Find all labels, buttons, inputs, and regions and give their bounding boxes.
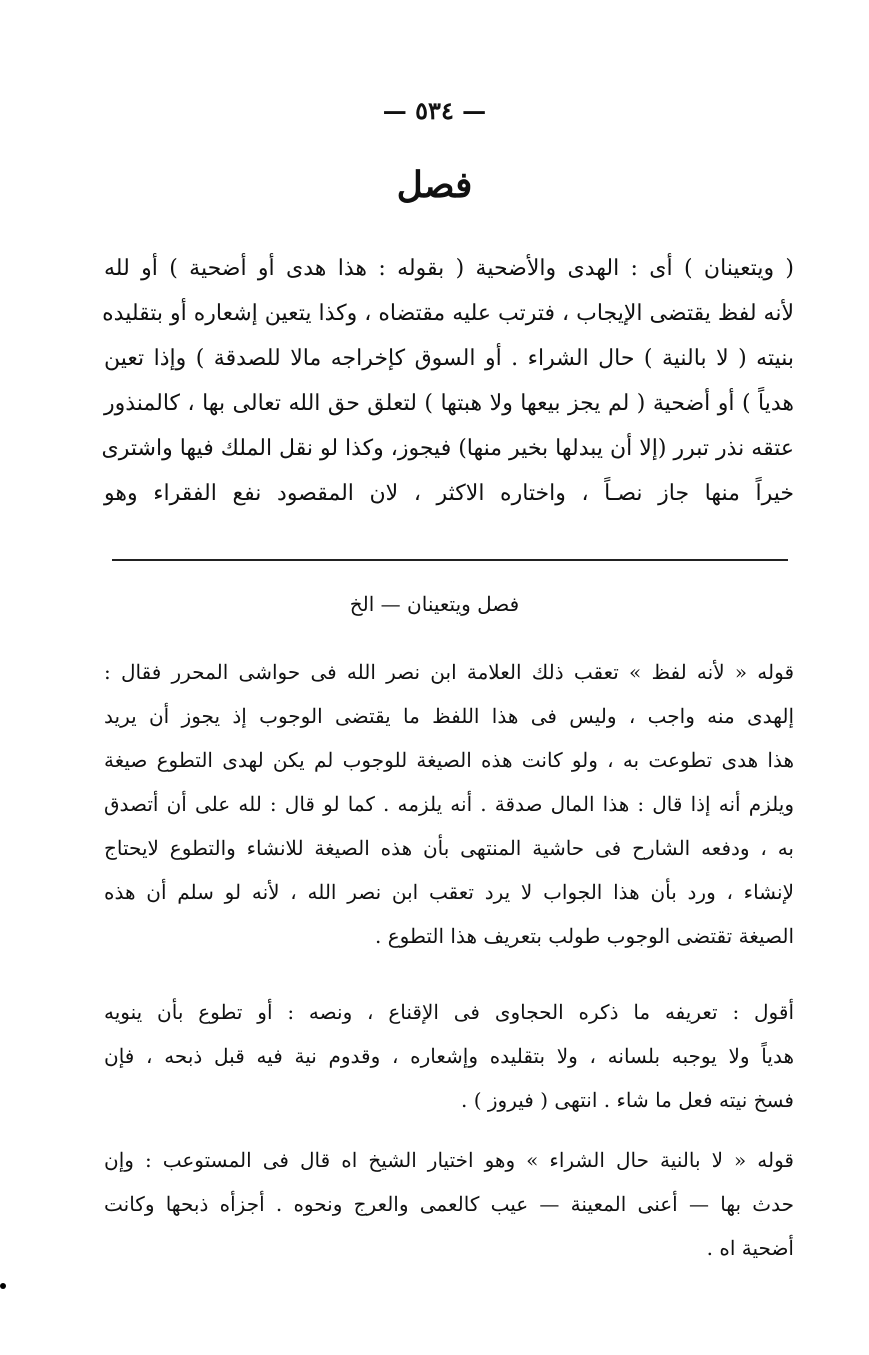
footnote-line: حدث بها — أعنى المعينة — عيب كالعمى والعرج ونحوه . أجزأه ذبحها وكانت	[104, 1192, 794, 1216]
footnote-line: لإنشاء ، ورد بأن هذا الجواب لا يرد تعقب ابن نصر الله ، لأنه لو سلم أن هذه	[104, 880, 794, 904]
footnote-line: الصيغة تقتضى الوجوب طولب بتعريف هذا التطوع .	[375, 924, 794, 948]
footnote-line: قوله « لا بالنية حال الشراء » وهو اختيار الشيخ اه قال فى المستوعب : وإن	[104, 1148, 794, 1172]
footnote-paragraph	[104, 990, 794, 1122]
footnote-line: هذا هدى تطوعت به ، ولو كانت هذه الصيغة للوجوب لم يكن لهدى التطوع صيغة	[104, 748, 794, 772]
footnote-line: به ، ودفعه الشارح فى حاشية المنتهى بأن هذه الصيغة للانشاء والتطوع لايحتاج	[104, 836, 794, 860]
footnote-paragraph	[104, 650, 794, 958]
main-text-line: بنيته ( لا بالنية ) حال الشراء . أو السوق كإخراجه مالا للصدقة ) وإذا تعين	[104, 346, 794, 371]
main-text-line: عتقه نذر تبرر (إلا أن يبدلها بخير منها) فيجوز، وكذا لو نقل الملك فيها واشترى	[101, 436, 794, 461]
footnote-line: قوله « لأنه لفظ » تعقب ذلك العلامة ابن نصر الله فى حواشى المحرر فقال :	[104, 660, 794, 684]
footnote-line: أضحية اه .	[706, 1236, 794, 1260]
margin-mark	[0, 1283, 6, 1289]
footnote-line: فسخ نيته فعل ما شاء . انتهى ( فيروز ) .	[461, 1088, 794, 1112]
main-text-line: لأنه لفظ يقتضى الإيجاب ، فترتب عليه مقتضاه ، وكذا يتعين إشعاره أو بتقليده	[102, 301, 794, 326]
main-text-line: خيراً منها جاز نصـاً ، واختاره الاكثر ، لان المقصود نفع الفقراء وهو	[104, 481, 794, 506]
footnote-line: إلهدى منه واجب ، وليس فى هذا اللفظ ما يقتضى الوجوب إذ يجوز أن يريد	[104, 704, 794, 728]
main-text-block	[101, 246, 794, 516]
footnote-paragraph	[104, 1138, 794, 1270]
footnote-line: أقول : تعريفه ما ذكره الحجاوى فى الإقناع ، ونصه : أو تطوع بأن ينويه	[104, 1000, 794, 1024]
footnote-line: هدياً ولا يوجبه بلسانه ، ولا بتقليده وإشعاره ، وقدوم نية فيه قبل ذبحه ، فإن	[104, 1044, 794, 1068]
section-heading: فصل	[396, 164, 473, 206]
main-text-line: ( ويتعينان ) أى : الهدى والأضحية ( بقوله : هذا هدى أو أضحية ) أو لله	[104, 256, 794, 281]
main-text-line: هدياً ) أو أضحية ( لم يجز بيعها ولا هبتها ) لتعلق حق الله تعالى بها ، كالمنذور	[104, 391, 794, 416]
page-number: — ٥٣٤ —	[382, 96, 487, 125]
footnote-heading: فصل ويتعينان — الخ	[349, 592, 520, 616]
footnote-divider	[112, 559, 788, 561]
footnote-line: ويلزم أنه إذا قال : هذا المال صدقة . أنه يلزمه . كما لو قال : لله على أن أتصدق	[104, 792, 794, 816]
